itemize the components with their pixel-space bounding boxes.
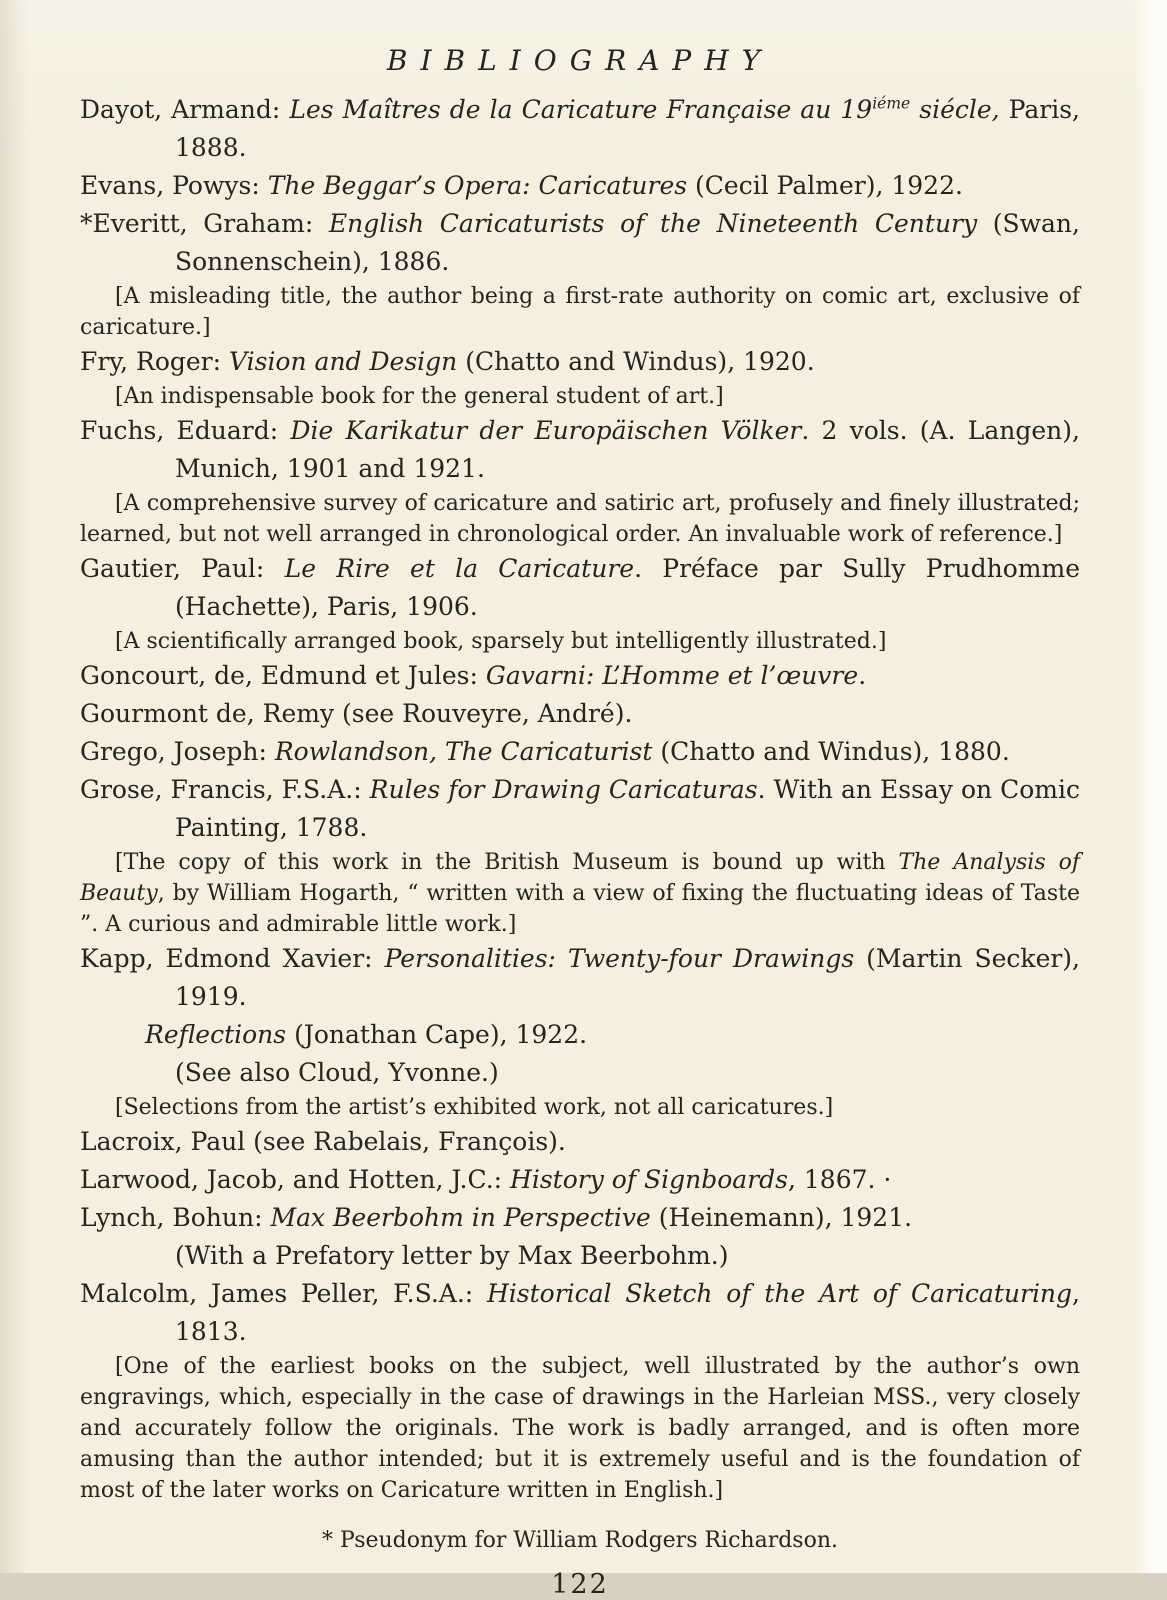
bibliography-entry [80,91,1080,167]
bibliography-note [80,488,1080,550]
entry-text: [A comprehensive survey of caricature and satiric art, profusely and finely illustrated; learned, but not well arranged in chronological order. An invaluable work of reference.] [80,491,1080,547]
work-title-text: siécle, [910,95,1000,124]
entry-text: (With a Prefatory letter by Max Beerbohm.) [175,1241,729,1270]
work-title-text: Rowlandson, The Caricaturist [274,737,653,766]
entry-text: Kapp, Edmond Xavier: [80,944,385,973]
entry-text: , 1813. [175,1279,1080,1346]
work-title-text: The Beggar’s Opera: Caricatures [267,171,688,200]
page-title: BIBLIOGRAPHY [386,44,774,77]
entry-text: , 1867. · [787,1165,892,1194]
work-title-text: Rules for Drawing Caricaturas [369,775,758,804]
entry-text: Fuchs, Eduard: [80,416,291,445]
work-title-text: Historical Sketch of the Art of Caricaturing [486,1279,1073,1308]
bibliography-entry [80,695,1080,733]
bibliography [80,91,1080,1506]
work-title-text: English Caricaturists of the Nineteenth Century [328,209,978,238]
bibliography-entry [80,1199,1080,1237]
bibliography-entry [80,412,1080,488]
entry-text: [An indispensable book for the general student of art.] [115,384,724,409]
bibliography-entry [80,343,1080,381]
bibliography-entry [80,1237,1080,1275]
entry-text: Larwood, Jacob, and Hotten, J.C.: [80,1165,511,1194]
page-number: 122 [551,1569,609,1600]
work-title-text: Les Maîtres de la Caricature Française au 19 [289,95,873,124]
entry-text: . [858,661,867,690]
work-title-text: iéme [872,94,911,113]
bibliography-note [80,1092,1080,1123]
work-title-text: Max Beerbohm in Perspective [270,1203,651,1232]
bibliography-entry [80,657,1080,695]
bibliography-note [80,847,1080,940]
bibliography-entry [80,771,1080,847]
entry-text: *Everitt, Graham: [80,209,329,238]
bibliography-entry [80,205,1080,281]
work-title-text: Le Rire et la Caricature [284,554,635,583]
entry-text: Paris, 1888. [175,95,1080,162]
work-title-text: Vision and Design [229,347,458,376]
entry-text: (Heinemann), 1921. [650,1203,913,1232]
bibliography-entry [80,733,1080,771]
bibliography-note [80,381,1080,412]
bibliography-entry [80,940,1080,1016]
work-title-text: Personalities: Twenty-four Drawings [384,944,855,973]
entry-text: Evans, Powys: [80,171,268,200]
entry-text: Grose, Francis, F.S.A.: [80,775,370,804]
entry-text: [A scientifically arranged book, sparsely but intelligently illustrated.] [115,629,887,654]
entry-text: Goncourt, de, Edmund et Jules: [80,661,486,690]
entry-text: [A misleading title, the author being a first-rate authority on comic art, exclusive of caricature.] [80,284,1080,340]
entry-text: Grego, Joseph: [80,737,275,766]
bibliography-entry [80,1123,1080,1161]
bibliography-entry [80,167,1080,205]
entry-text: (Martin Secker), 1919. [175,944,1081,1011]
entry-text: [One of the earliest books on the subject, well illustrated by the author’s own engravings, which, especially in the case of drawings in the Harleian MSS., very closely and accurately follow the originals. The work is badly arranged, and is often more amusing than the author intended; but it is extremely useful and is the foundation of most of the later works on Caricature written in English.] [80,1354,1080,1503]
entry-text: (Cecil Palmer), 1922. [687,171,963,200]
bibliography-entry [80,1161,1080,1199]
footnote: * Pseudonym for William Rodgers Richardson. [321,1528,838,1553]
bibliography-entry [80,1275,1080,1351]
entry-text: , by William Hogarth, “ written with a view of fixing the fluctuating ideas of Taste ”. A curious and admirable little work.] [80,881,1080,937]
entry-text: . Préface par Sully Prudhomme (Hachette), Paris, 1906. [175,554,1080,621]
work-title-text: Die Karikatur der Europäischen Völker [290,416,802,445]
entry-text: (Chatto and Windus), 1880. [652,737,1010,766]
entry-text: [The copy of this work in the British Museum is bound up with [115,850,899,875]
entry-text: Lynch, Bohun: [80,1203,271,1232]
entry-text: [Selections from the artist’s exhibited work, not all caricatures.] [115,1095,834,1120]
entry-text: Gourmont de, Remy (see Rouveyre, André). [80,699,633,728]
bibliography-note [80,1351,1080,1506]
entry-text: Dayot, Armand: [80,95,290,124]
work-title-text: The Analysis of Beauty [80,850,1080,906]
bibliography-note [80,626,1080,657]
work-title-text: Reflections [145,1020,287,1049]
entry-text: . 2 vols. (A. Langen), Munich, 1901 and 1921. [175,416,1080,483]
entry-text: Malcolm, James Peller, F.S.A.: [80,1279,487,1308]
work-title-text: Gavarni: L’Homme et l’œuvre [485,661,859,690]
entry-text: Gautier, Paul: [80,554,285,583]
work-title-text: History of Signboards [510,1165,788,1194]
bibliography-entry [80,1054,1080,1092]
entry-text: (Jonathan Cape), 1922. [286,1020,588,1049]
entry-text: . With an Essay on Comic Painting, 1788. [175,775,1081,842]
entry-text: (Chatto and Windus), 1920. [457,347,815,376]
entry-text: (Swan, Sonnenschein), 1886. [175,209,1080,276]
entry-text: Lacroix, Paul (see Rabelais, François). [80,1127,566,1156]
bibliography-note [80,281,1080,343]
entry-text: Fry, Roger: [80,347,229,376]
bibliography-entry [80,1016,1080,1054]
bibliography-entry [80,550,1080,626]
entry-text: (See also Cloud, Yvonne.) [175,1058,499,1087]
